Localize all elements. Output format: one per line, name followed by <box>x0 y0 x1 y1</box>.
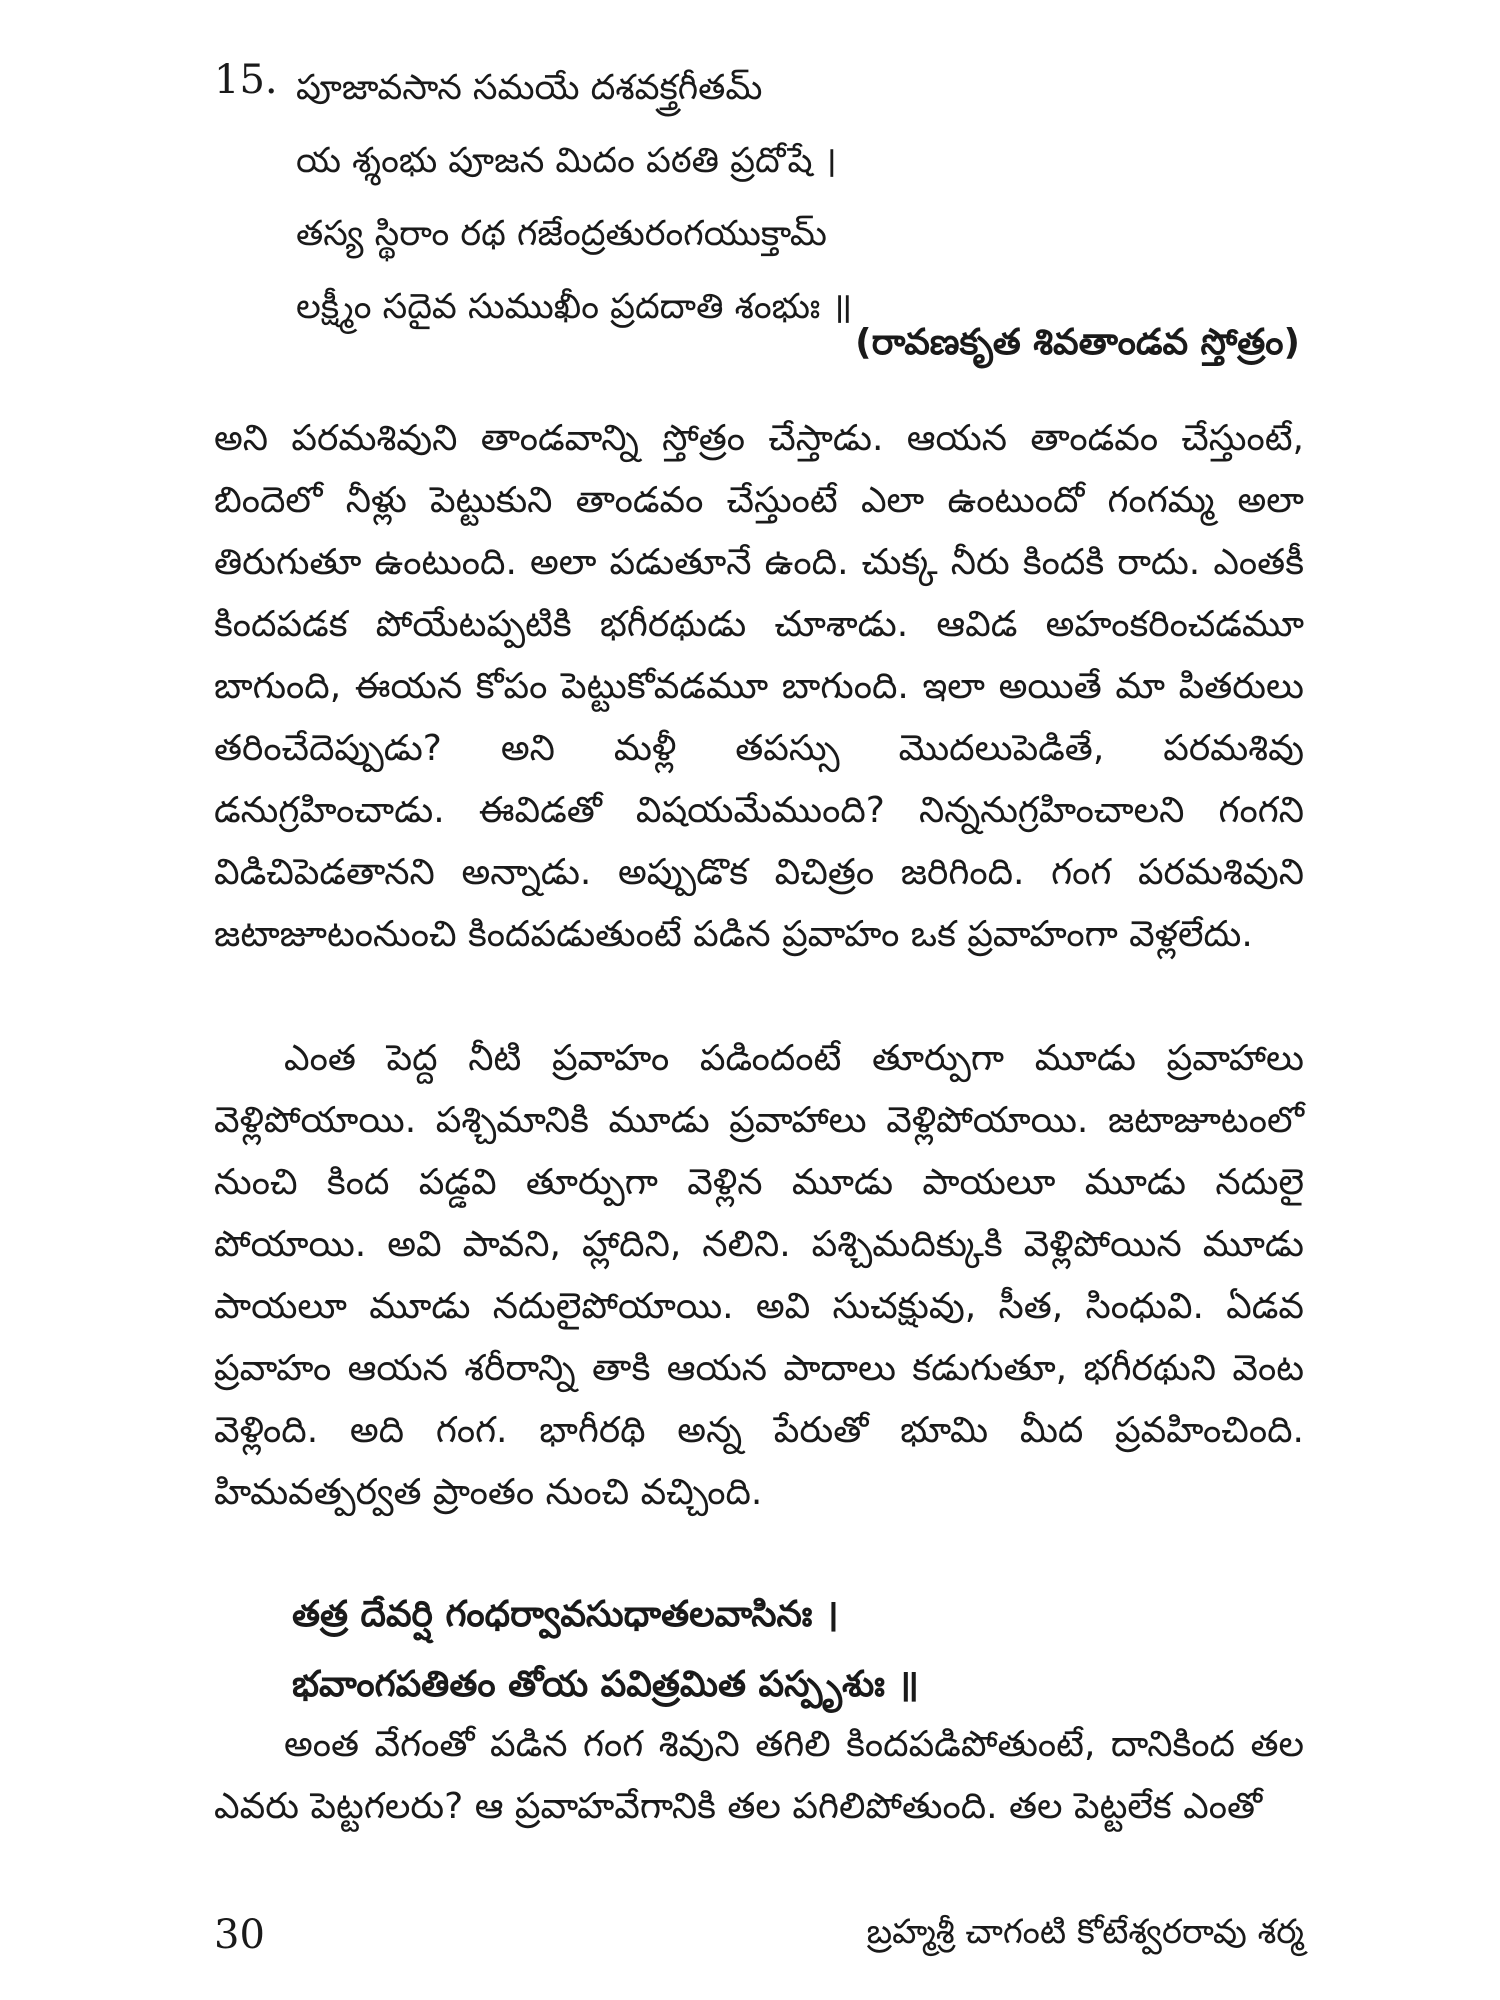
paragraph: ఎంత పెద్ద నీటి ప్రవాహం పడిందంటే తూర్పుగా మూడు ప్రవాహాలు వెళ్లిపోయాయి. పశ్చిమానికి మూడు ప్రవాహాలు వెళ్లిపోయాయి. జటాజూటంలో నుంచి కింద పడ్డవి తూర్పుగా వెళ్లిన మూడు పాయలూ మూడు నదులై పోయాయి. అవి పావని, హ్లాదిని, నలిని. పశ్చిమదిక్కుకి వెళ్లిపోయిన మూడు పాయలూ మూడు నదులైపోయాయి. అవి సుచక్షువు, సీత, సింధువి. ఏడవ ప్రవాహం ఆయన శరీరాన్ని తాకి ఆయన పాదాలు కడుగుతూ, భగీరథుని వెంట వెళ్లింది. అది గంగ. భాగీరథి అన్న పేరుతో భూమి మీద ప్రవహించింది. హిమవత్పర్వత ప్రాంతం నుంచి వచ్చింది. <box>214 1038 1304 1513</box>
verse-line: పూజావసాన సమయే దశవక్త్రగీతమ్ <box>296 68 763 108</box>
shloka-line: భవాంగపతితం తోయ పవిత్రమిత పస్పృశుః ॥ <box>292 1664 919 1705</box>
paragraph: అంత వేగంతో పడిన గంగ శివుని తగిలి కిందపడిపోతుంటే, దానికింద తల ఎవరు పెట్టగలరు? ఆ ప్రవాహవేగానికి తల పగిలిపోతుంది. తల పెట్టలేక ఎంతో <box>214 1724 1304 1827</box>
verse-block <box>296 52 1296 344</box>
verse-line: తస్య స్థిరాం రథ గజేంద్రతురంగయుక్తామ్ <box>296 214 827 254</box>
verse-line: య శ్శంభు పూజన మిదం పఠతి ప్రదోషే । <box>296 141 837 181</box>
running-footer-author: బ్రహ్మశ్రీ చాగంటి కోటేశ్వరరావు శర్మ <box>866 1912 1304 1952</box>
paragraph: అని పరమశివుని తాండవాన్ని స్తోత్రం చేస్తాడు. ఆయన తాండవం చేస్తుంటే, బిందెలో నీళ్లు పెట్టుకుని తాండవం చేస్తుంటే ఎలా ఉంటుందో గంగమ్మ అలా తిరుగుతూ ఉంటుంది. అలా పడుతూనే ఉంది. చుక్క నీరు కిందకి రాదు. ఎంతకీ కిందపడక పోయేటప్పటికి భగీరథుడు చూశాడు. ఆవిడ అహంకరించడమూ బాగుంది, ఈయన కోపం పెట్టుకోవడమూ బాగుంది. ఇలా అయితే మా పితరులు తరించేదెప్పుడు? అని మళ్లీ తపస్సు మొదలుపెడితే, పరమశివు డనుగ్రహించాడు. ఈవిడతో విషయమేముంది? నిన్ననుగ్రహించాలని గంగని విడిచిపెడతానని అన్నాడు. అప్పుడొక విచిత్రం జరిగింది. గంగ పరమశివుని జటాజూటంనుంచి కిందపడుతుంటే పడిన ప్రవాహం ఒక ప్రవాహంగా వెళ్లలేదు. <box>214 418 1304 955</box>
shloka-line: తత్ర దేవర్షి గంధర్వావసుధాతలవాసినః । <box>292 1594 839 1635</box>
verse-number: 15. <box>214 57 278 103</box>
shloka-block <box>292 1580 919 1720</box>
verse-line: లక్ష్మీం సదైవ సుముఖీం ప్రదదాతి శంభుః ॥ <box>296 287 853 327</box>
verse-source: (రావణకృత శివతాండవ స్తోత్రం) <box>855 322 1300 363</box>
page-number: 30 <box>214 1912 265 1958</box>
